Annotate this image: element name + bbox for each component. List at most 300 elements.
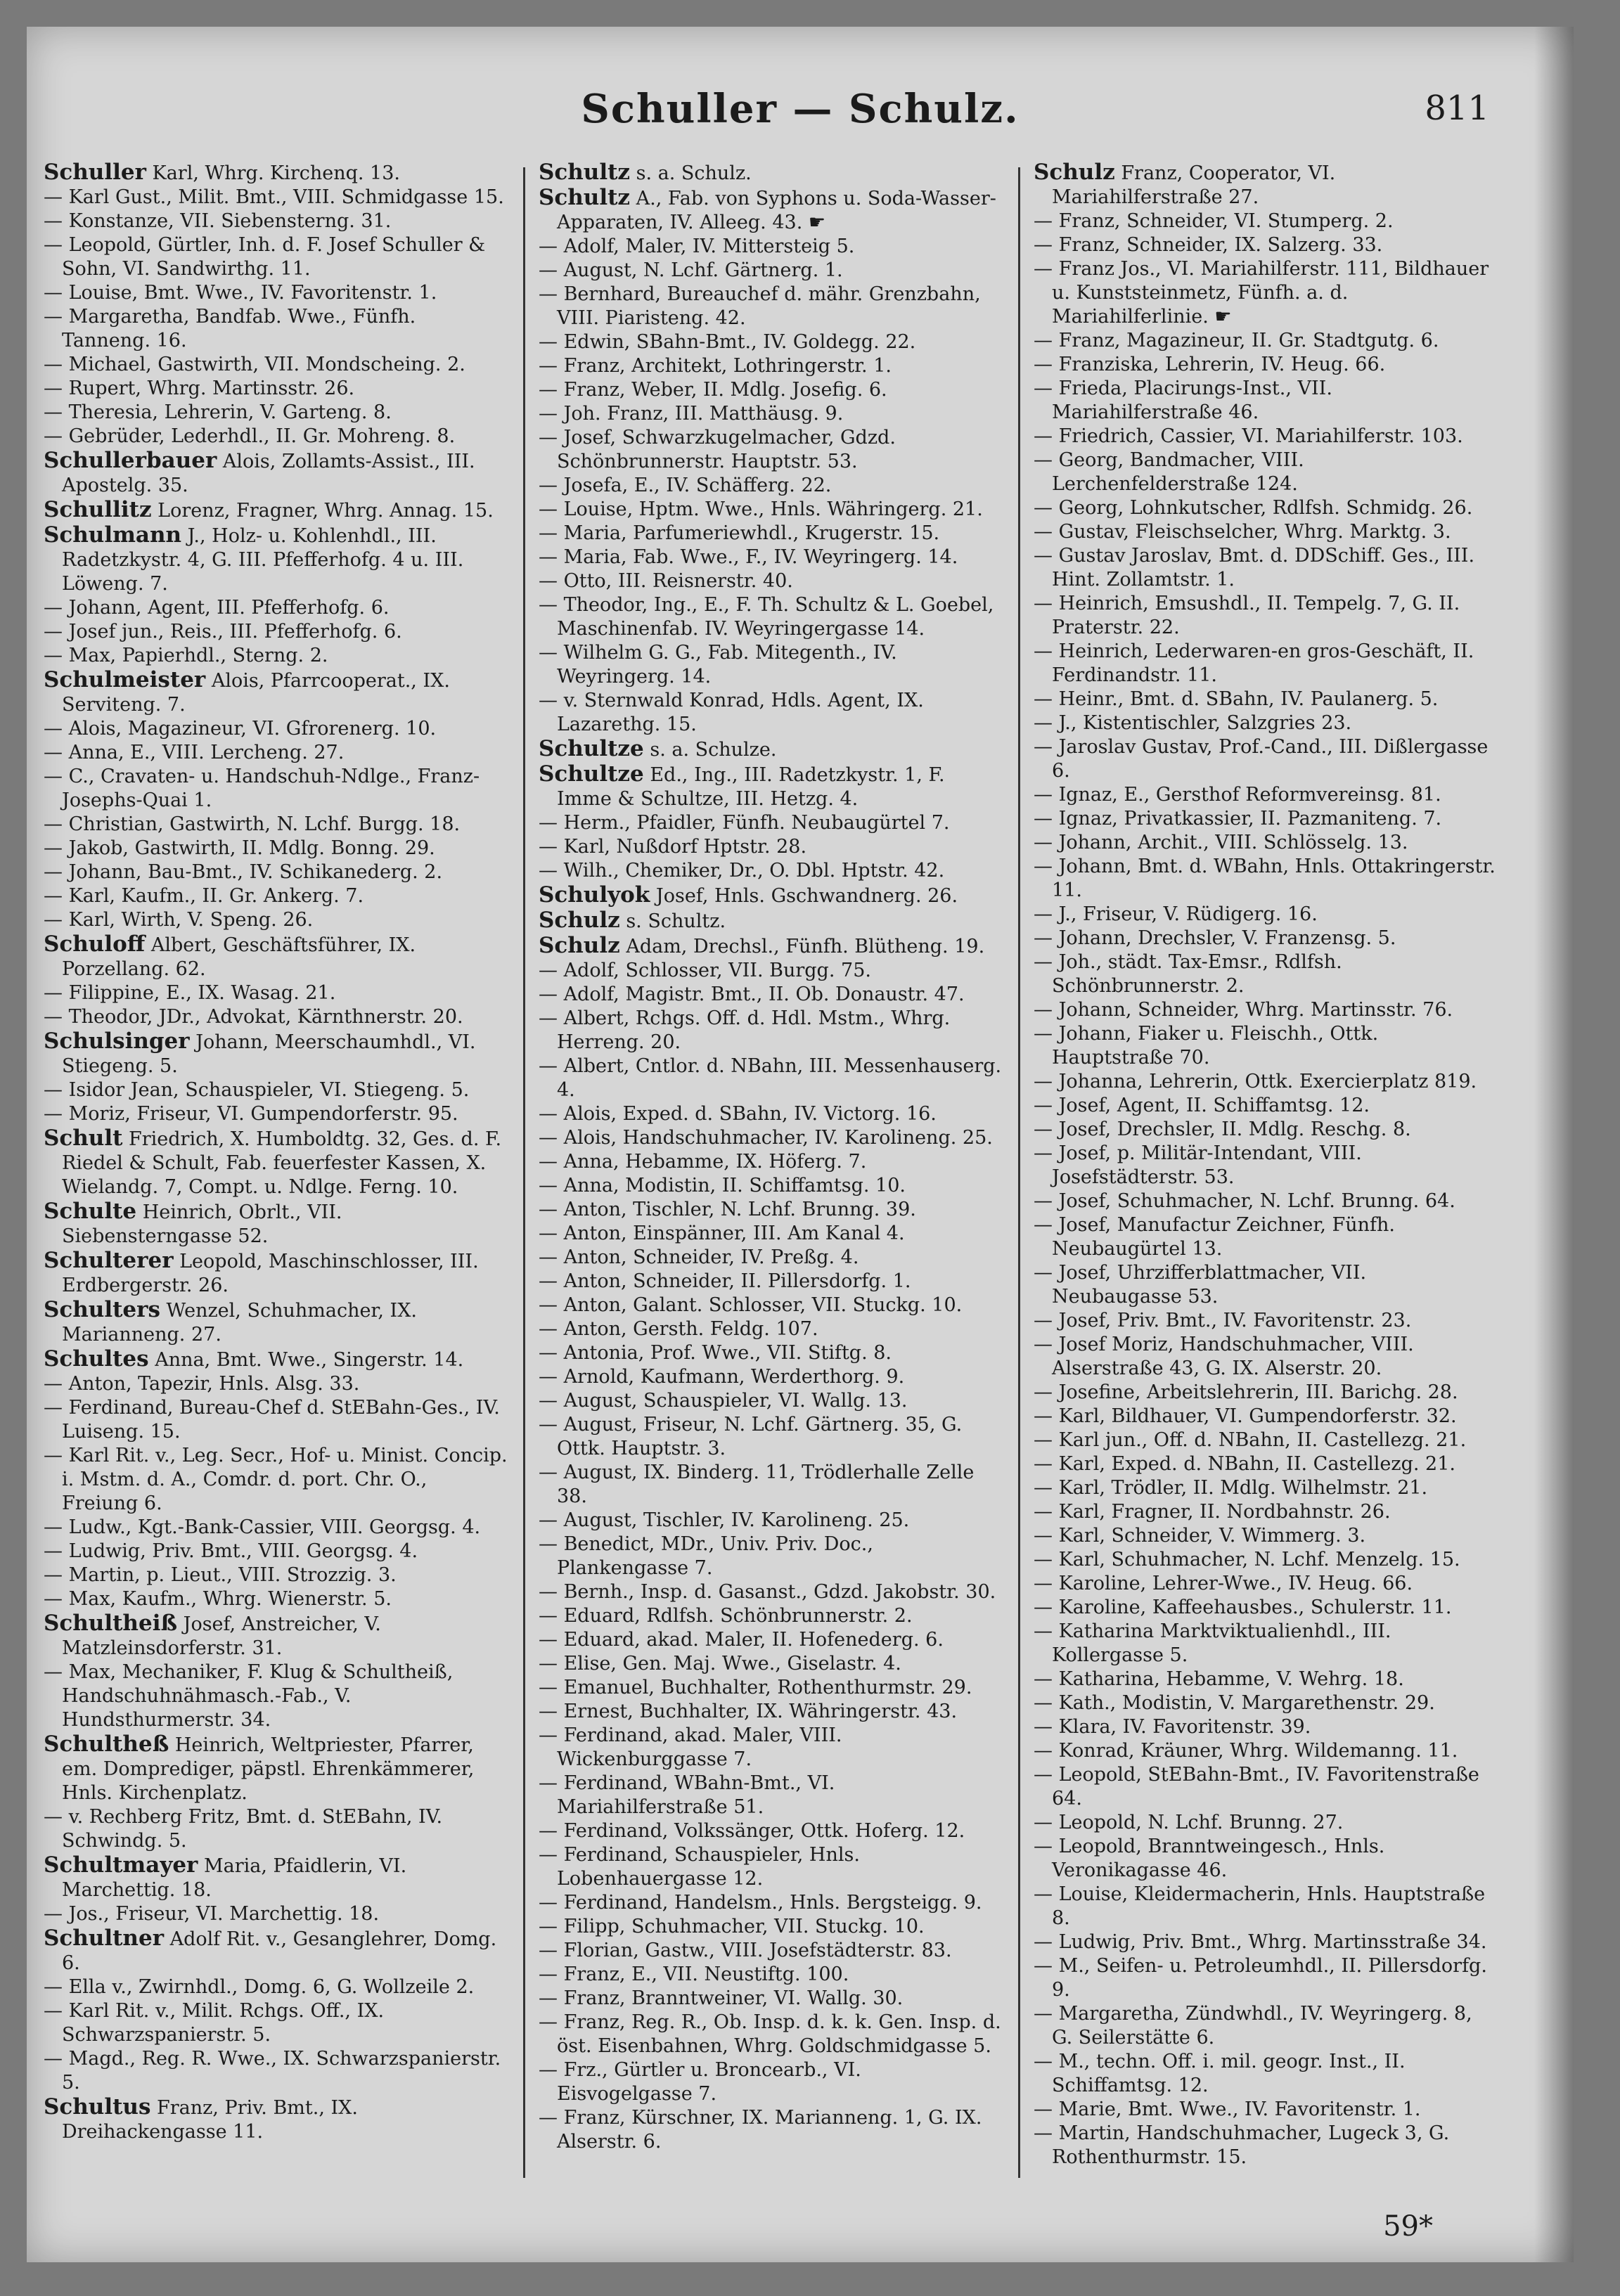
entry-text: — Friedrich, Cassier, VI. Mariahilferstr. 103. bbox=[1034, 425, 1463, 447]
directory-entry bbox=[539, 1341, 1003, 1365]
column-1 bbox=[44, 160, 508, 2199]
directory-entry bbox=[539, 426, 1003, 474]
entry-text: — Katharina Marktviktualienhdl., III. Kollergasse 5. bbox=[1034, 1620, 1391, 1666]
directory-entry bbox=[539, 1939, 1003, 1963]
directory-entry bbox=[44, 377, 508, 401]
entry-text: — Alois, Exped. d. SBahn, IV. Victorg. 16. bbox=[539, 1103, 937, 1125]
directory-entry bbox=[1034, 1596, 1498, 1620]
directory-entry bbox=[1034, 1572, 1498, 1596]
directory-entry bbox=[539, 959, 1003, 983]
directory-entry bbox=[539, 474, 1003, 498]
entry-text: — August, IX. Binderg. 11, Trödlerhalle Zelle 38. bbox=[539, 1462, 975, 1507]
entry-text: — Karl, Trödler, II. Mdlg. Wilhelmstr. 21. bbox=[1034, 1477, 1428, 1499]
entry-surname: Schultheiß bbox=[44, 1611, 178, 1636]
entry-text: — v. Rechberg Fritz, Bmt. d. StEBahn, IV. Schwindg. 5. bbox=[44, 1806, 443, 1852]
directory-entry bbox=[539, 522, 1003, 546]
directory-entry bbox=[44, 1347, 508, 1372]
entry-text: — Rupert, Whrg. Martinsstr. 26. bbox=[44, 378, 355, 399]
entry-text: — Josef, Agent, II. Schiffamtsg. 12. bbox=[1034, 1095, 1370, 1116]
directory-entry bbox=[44, 1005, 508, 1029]
entry-text: — Konstanze, VII. Siebensterng. 31. bbox=[44, 210, 392, 232]
entry-text: — M., techn. Off. i. mil. geogr. Inst., II. Schiffamtsg. 12. bbox=[1034, 2051, 1406, 2096]
page-title: Schuller — Schulz. bbox=[581, 86, 1020, 132]
directory-entry bbox=[44, 1126, 508, 1199]
directory-entry bbox=[44, 741, 508, 765]
entry-surname: Schulte bbox=[44, 1199, 137, 1224]
directory-entry bbox=[539, 1174, 1003, 1198]
entry-text: — Ella v., Zwirnhdl., Domg. 6, G. Wollzeile 2. bbox=[44, 1976, 475, 1998]
directory-entry bbox=[539, 1676, 1003, 1700]
entry-text: — Ferdinand, Volkssänger, Ottk. Hoferg. 12. bbox=[539, 1820, 965, 1842]
entry-text: — Leopold, N. Lchf. Brunng. 27. bbox=[1034, 1812, 1344, 1833]
directory-entry bbox=[1034, 1930, 1498, 1954]
directory-entry bbox=[1034, 688, 1498, 711]
entry-text: — Ernest, Buchhalter, IX. Währingerstr. 43. bbox=[539, 1701, 958, 1722]
entry-text: Ed., Ing., III. Radetzkystr. 1, F. Imme & Schultze, III. Hetzg. 4. bbox=[557, 764, 945, 810]
entry-text: — Leopold, Branntweingesch., Hnls. Veronikagasse 46. bbox=[1034, 1836, 1385, 1881]
entry-surname: Schulmann bbox=[44, 522, 182, 548]
entry-text: — Ferdinand, Handelsm., Hnls. Bergsteigg. 9. bbox=[539, 1892, 982, 1914]
entry-text: — Arnold, Kaufmann, Werderthorg. 9. bbox=[539, 1366, 905, 1388]
directory-entry bbox=[539, 402, 1003, 426]
entry-surname: Schultheß bbox=[44, 1731, 169, 1757]
directory-entry bbox=[539, 1270, 1003, 1294]
entry-text: — Albert, Cntlor. d. NBahn, III. Messenhauserg. 4. bbox=[539, 1055, 1002, 1101]
directory-entry bbox=[539, 1365, 1003, 1389]
entry-text: — Jaroslav Gustav, Prof.-Cand., III. Dißlergasse 6. bbox=[1034, 736, 1489, 782]
entry-surname: Schultmayer bbox=[44, 1852, 198, 1878]
directory-entry bbox=[44, 449, 508, 498]
directory-entry bbox=[539, 1198, 1003, 1222]
entry-text: — M., Seifen- u. Petroleumhdl., II. Pillersdorfg. 9. bbox=[1034, 1955, 1487, 2001]
directory-entry bbox=[1034, 1094, 1498, 1118]
entry-text: Karl, Whrg. Kirchenq. 13. bbox=[146, 162, 400, 184]
entry-text: — Franz, Branntweiner, VI. Wallg. 30. bbox=[539, 1987, 904, 2009]
entry-text: — Anton, Tischler, N. Lchf. Brunng. 39. bbox=[539, 1199, 916, 1220]
entry-text: Adolf Rit. v., Gesanglehrer, Domg. 6. bbox=[62, 1928, 497, 1974]
directory-entry bbox=[539, 835, 1003, 859]
directory-entry bbox=[539, 1317, 1003, 1341]
entry-text: — Franz Jos., VI. Mariahilferstr. 111, Bildhauer u. Kunststeinmetz, Fünfh. a. d. Mariahilferlinie. ☛ bbox=[1034, 258, 1489, 328]
entry-text: — Adolf, Magistr. Bmt., II. Ob. Donaustr. 47. bbox=[539, 983, 965, 1005]
directory-entry bbox=[539, 1055, 1003, 1102]
directory-entry bbox=[539, 1413, 1003, 1461]
entry-text: — J., Friseur, V. Rüdigerg. 16. bbox=[1034, 903, 1318, 925]
directory-entry bbox=[1034, 1381, 1498, 1405]
column-divider bbox=[1018, 167, 1020, 2178]
directory-entry bbox=[539, 593, 1003, 641]
directory-entry bbox=[1034, 1309, 1498, 1333]
entry-text: — Michael, Gastwirth, VII. Mondscheing. 2. bbox=[44, 354, 465, 375]
entry-text: — Bernhard, Bureauchef d. mähr. Grenzbahn, VIII. Piaristeng. 42. bbox=[539, 283, 981, 329]
directory-entry bbox=[539, 737, 1003, 762]
entry-surname: Schulz bbox=[539, 908, 620, 933]
directory-entry bbox=[539, 1580, 1003, 1604]
entry-text: — Kath., Modistin, V. Margarethenstr. 29. bbox=[1034, 1692, 1435, 1714]
directory-entry bbox=[1034, 2098, 1498, 2122]
directory-entry bbox=[44, 1732, 508, 1805]
entry-text: — Alois, Handschuhmacher, IV. Karolineng. 25. bbox=[539, 1127, 993, 1149]
entry-surname: Schultze bbox=[539, 761, 644, 787]
directory-entry bbox=[539, 1294, 1003, 1317]
entry-text: — Filipp, Schuhmacher, VII. Stuckg. 10. bbox=[539, 1916, 925, 1937]
directory-entry bbox=[539, 934, 1003, 959]
directory-entry bbox=[44, 160, 508, 186]
directory-entry bbox=[539, 354, 1003, 378]
directory-entry bbox=[1034, 855, 1498, 903]
entry-text: — Ignaz, Privatkassier, II. Pazmaniteng. 7. bbox=[1034, 808, 1442, 830]
entry-text: — Anton, Galant. Schlosser, VII. Stuckg. 10. bbox=[539, 1294, 963, 1316]
entry-surname: Schuller bbox=[44, 160, 146, 185]
directory-entry bbox=[539, 859, 1003, 883]
directory-entry bbox=[1034, 1022, 1498, 1070]
directory-entry bbox=[1034, 544, 1498, 592]
directory-entry bbox=[44, 1975, 508, 1999]
entry-text: — Karoline, Kaffeehausbes., Schulerstr. 11. bbox=[1034, 1597, 1452, 1618]
directory-entry bbox=[44, 233, 508, 281]
entry-text: — Franz, Architekt, Lothringerstr. 1. bbox=[539, 355, 892, 377]
entry-text: — Johann, Agent, III. Pfefferhofg. 6. bbox=[44, 597, 390, 619]
entry-text: — Heinrich, Lederwaren-en gros-Geschäft, II. Ferdinandstr. 11. bbox=[1034, 640, 1474, 686]
directory-entry bbox=[44, 401, 508, 425]
directory-entry bbox=[539, 186, 1003, 235]
entry-surname: Schulters bbox=[44, 1297, 160, 1322]
directory-entry bbox=[539, 378, 1003, 402]
directory-entry bbox=[539, 983, 1003, 1007]
entry-text: — Karl Rit. v., Leg. Secr., Hof- u. Minist. Concip. i. Mstm. d. A., Comdr. d. port. Chr. O., Freiung 6. bbox=[44, 1445, 508, 1514]
directory-entry bbox=[44, 644, 508, 668]
entry-text: — Louise, Kleidermacherin, Hnls. Hauptstraße 8. bbox=[1034, 1883, 1486, 1929]
entry-text: Wenzel, Schuhmacher, IX. Marianneng. 27. bbox=[62, 1300, 418, 1346]
entry-text: — August, Tischler, IV. Karolineng. 25. bbox=[539, 1509, 910, 1531]
entry-text: — August, Schauspieler, VI. Wallg. 13. bbox=[539, 1390, 908, 1412]
entry-text: — Adolf, Schlosser, VII. Burgg. 75. bbox=[539, 960, 871, 981]
directory-entry bbox=[44, 1372, 508, 1396]
entry-text: — Klara, IV. Favoritenstr. 39. bbox=[1034, 1716, 1311, 1738]
entry-text: — Maria, Parfumeriewhdl., Krugerstr. 15. bbox=[539, 522, 940, 544]
entry-text: Anna, Bmt. Wwe., Singerstr. 14. bbox=[148, 1349, 464, 1371]
directory-entry bbox=[539, 689, 1003, 737]
directory-entry bbox=[1034, 160, 1498, 209]
directory-entry bbox=[44, 813, 508, 837]
entry-text: — Josef jun., Reis., III. Pfefferhofg. 6. bbox=[44, 621, 402, 643]
directory-entry bbox=[1034, 1452, 1498, 1476]
directory-entry bbox=[44, 353, 508, 377]
entry-text: — Eduard, Rdlfsh. Schönbrunnerstr. 2. bbox=[539, 1605, 913, 1627]
entry-text: — Karl jun., Off. d. NBahn, II. Castellezg. 21. bbox=[1034, 1429, 1467, 1451]
entry-text: — Karl, Nußdorf Hptstr. 28. bbox=[539, 836, 807, 858]
directory-entry bbox=[539, 1509, 1003, 1533]
entry-text: s. a. Schulz. bbox=[630, 162, 752, 184]
entry-text: — Karl, Bildhauer, VI. Gumpendorferstr. 32. bbox=[1034, 1405, 1457, 1427]
entry-text: J., Holz- u. Kohlenhdl., III. Radetzkystr. 4, G. III. Pfefferhofg. 4 u. III. Löweng. 7. bbox=[62, 525, 464, 595]
column-divider bbox=[523, 167, 525, 2178]
entry-text: — Leopold, StEBahn-Bmt., IV. Favoritenstraße 64. bbox=[1034, 1764, 1479, 1810]
entry-text: — Josef, Manufactur Zeichner, Fünfh. Neubaugürtel 13. bbox=[1034, 1214, 1395, 1260]
entry-surname: Schulterer bbox=[44, 1248, 174, 1273]
entry-text: — Franz, Schneider, IX. Salzerg. 33. bbox=[1034, 234, 1383, 256]
directory-entry bbox=[1034, 1620, 1498, 1668]
directory-entry bbox=[44, 620, 508, 644]
entry-text: Franz, Cooperator, VI. Mariahilferstraße 27. bbox=[1052, 162, 1336, 208]
directory-entry bbox=[1034, 233, 1498, 257]
page-header bbox=[27, 86, 1574, 142]
page-edge-shadow bbox=[1534, 27, 1574, 2262]
entry-text: — Franz, Magazineur, II. Gr. Stadtgutg. 6. bbox=[1034, 330, 1439, 352]
entry-surname: Schullitz bbox=[44, 497, 152, 522]
directory-entry bbox=[1034, 831, 1498, 855]
entry-text: — Ignaz, E., Gersthof Reformvereinsg. 81. bbox=[1034, 784, 1441, 806]
entry-text: — Albert, Rchgs. Off. d. Hdl. Mstm., Whrg. Herreng. 20. bbox=[539, 1007, 951, 1053]
directory-entry bbox=[539, 1222, 1003, 1246]
directory-entry bbox=[44, 2047, 508, 2095]
entry-text: — Josef, Schuhmacher, N. Lchf. Brunng. 64. bbox=[1034, 1190, 1455, 1212]
directory-entry bbox=[1034, 1476, 1498, 1500]
entry-text: — Anton, Gersth. Feldg. 107. bbox=[539, 1318, 818, 1340]
directory-entry bbox=[44, 1999, 508, 2047]
directory-entry bbox=[1034, 927, 1498, 950]
directory-entry bbox=[539, 1963, 1003, 1987]
entry-surname: Schulyok bbox=[539, 882, 650, 908]
directory-entry bbox=[539, 1700, 1003, 1724]
entry-text: — Margaretha, Bandfab. Wwe., Fünfh. Tanneng. 16. bbox=[44, 306, 416, 352]
entry-text: — Karl, Exped. d. NBahn, II. Castellezg. 21. bbox=[1034, 1453, 1455, 1475]
entry-text: — Karl Gust., Milit. Bmt., VIII. Schmidgasse 15. bbox=[44, 186, 504, 208]
directory-entry bbox=[1034, 903, 1498, 927]
directory-entry bbox=[1034, 1548, 1498, 1572]
entry-text: Josef, Anstreicher, V. Matzleinsdorferstr. 31. bbox=[62, 1613, 381, 1659]
entry-text: — Wilhelm G. G., Fab. Mitegenth., IV. Weyringerg. 14. bbox=[539, 642, 897, 688]
directory-entry bbox=[1034, 1142, 1498, 1189]
entry-text: — Georg, Bandmacher, VIII. Lerchenfelderstraße 124. bbox=[1034, 449, 1304, 495]
entry-text: — Antonia, Prof. Wwe., VII. Stiftg. 8. bbox=[539, 1342, 892, 1364]
directory-entry bbox=[44, 668, 508, 717]
directory-entry bbox=[539, 1772, 1003, 1819]
entry-text: Lorenz, Fragner, Whrg. Annag. 15. bbox=[151, 500, 494, 522]
directory-entry bbox=[44, 765, 508, 813]
directory-entry bbox=[539, 1843, 1003, 1891]
directory-entry bbox=[1034, 1835, 1498, 1883]
entry-surname: Schultz bbox=[539, 160, 631, 185]
directory-entry bbox=[539, 811, 1003, 835]
entry-text: — Joh., städt. Tax-Emsr., Rdlfsh. Schönbrunnerstr. 2. bbox=[1034, 951, 1342, 997]
entry-text: — Karl, Kaufm., II. Gr. Ankerg. 7. bbox=[44, 885, 364, 907]
directory-entry bbox=[1034, 329, 1498, 353]
entry-text: A., Fab. von Syphons u. Soda-Wasser-Apparaten, IV. Alleeg. 43. ☛ bbox=[557, 188, 996, 233]
directory-entry bbox=[1034, 1405, 1498, 1428]
entry-text: — Benedict, MDr., Univ. Priv. Doc., Plankengasse 7. bbox=[539, 1533, 873, 1579]
entry-text: — Karoline, Lehrer-Wwe., IV. Heug. 66. bbox=[1034, 1573, 1413, 1594]
directory-entry bbox=[1034, 257, 1498, 329]
entry-text: — Franz, Weber, II. Mdlg. Josefig. 6. bbox=[539, 379, 887, 401]
directory-entry bbox=[539, 1915, 1003, 1939]
entry-text: — Karl, Wirth, V. Speng. 26. bbox=[44, 909, 314, 931]
entry-text: — Johann, Archit., VIII. Schlösselg. 13. bbox=[1034, 832, 1408, 853]
entry-text: Alois, Zollamts-Assist., III. Apostelg. 35. bbox=[62, 451, 475, 496]
directory-page bbox=[27, 27, 1574, 2262]
entry-text: — Filippine, E., IX. Wasag. 21. bbox=[44, 982, 336, 1004]
directory-entry bbox=[1034, 1213, 1498, 1261]
entry-text: — Johann, Bmt. d. WBahn, Hnls. Ottakringerstr. 11. bbox=[1034, 856, 1496, 901]
directory-entry bbox=[1034, 449, 1498, 496]
directory-entry bbox=[44, 305, 508, 353]
entry-text: — Louise, Bmt. Wwe., IV. Favoritenstr. 1. bbox=[44, 282, 437, 304]
entry-text: — Karl Rit. v., Milit. Rchgs. Off., IX. Schwarzspanierstr. 5. bbox=[44, 2000, 385, 2046]
entry-text: — Franz, E., VII. Neustiftg. 100. bbox=[539, 1963, 849, 1985]
directory-entry bbox=[44, 1563, 508, 1587]
directory-entry bbox=[44, 498, 508, 523]
entry-text: — Max, Kaufm., Whrg. Wienerstr. 5. bbox=[44, 1588, 392, 1610]
entry-text: — Wilh., Chemiker, Dr., O. Dbl. Hptstr. 42. bbox=[539, 860, 945, 882]
entry-text: — Ferdinand, WBahn-Bmt., VI. Mariahilferstraße 51. bbox=[539, 1772, 835, 1818]
entry-text: — Johann, Fiaker u. Fleischh., Ottk. Hauptstraße 70. bbox=[1034, 1023, 1379, 1069]
directory-entry bbox=[44, 1029, 508, 1078]
entry-text: Alois, Pfarrcooperat., IX. Serviteng. 7. bbox=[62, 670, 450, 716]
entry-text: — Otto, III. Reisnerstr. 40. bbox=[539, 570, 793, 592]
entry-text: — Theresia, Lehrerin, V. Garteng. 8. bbox=[44, 401, 392, 423]
entry-text: — Josefine, Arbeitslehrerin, III. Barichg. 28. bbox=[1034, 1381, 1458, 1403]
directory-entry bbox=[539, 160, 1003, 186]
entry-text: — Georg, Lohnkutscher, Rdlfsh. Schmidg. 26. bbox=[1034, 497, 1473, 519]
entry-surname: Schultes bbox=[44, 1346, 149, 1372]
entry-text: — Josef, Uhrzifferblattmacher, VII. Neubaugasse 53. bbox=[1034, 1262, 1367, 1308]
entry-text: s. a. Schulze. bbox=[643, 739, 777, 761]
directory-entry bbox=[539, 762, 1003, 811]
entry-text: — Ferdinand, Schauspieler, Hnls. Lobenhauergasse 12. bbox=[539, 1844, 860, 1890]
directory-entry bbox=[539, 1987, 1003, 2011]
page-number: 811 bbox=[1425, 89, 1489, 128]
entry-surname: Schulmeister bbox=[44, 667, 206, 692]
directory-entry bbox=[539, 1652, 1003, 1676]
directory-entry bbox=[539, 1819, 1003, 1843]
directory-entry bbox=[539, 2011, 1003, 2058]
directory-entry bbox=[44, 1102, 508, 1126]
directory-entry bbox=[539, 1150, 1003, 1174]
directory-entry bbox=[44, 1660, 508, 1732]
entry-text: — Martin, p. Lieut., VIII. Strozzig. 3. bbox=[44, 1564, 397, 1586]
entry-text: — Franziska, Lehrerin, IV. Heug. 66. bbox=[1034, 354, 1386, 375]
entry-text: Maria, Pfaidlerin, VI. Marchettig. 18. bbox=[62, 1855, 407, 1901]
entry-text: — Ferdinand, Bureau-Chef d. StEBahn-Ges., IV. Luiseng. 15. bbox=[44, 1397, 500, 1443]
entry-text: — Franz, Kürschner, IX. Marianneng. 1, G. IX. Alserstr. 6. bbox=[539, 2107, 982, 2153]
entry-text: — Christian, Gastwirth, N. Lchf. Burgg. 18. bbox=[44, 813, 461, 835]
directory-entry bbox=[539, 259, 1003, 283]
signature-mark: 59* bbox=[1383, 2210, 1433, 2243]
directory-entry bbox=[539, 1533, 1003, 1580]
directory-entry bbox=[1034, 950, 1498, 998]
directory-entry bbox=[44, 281, 508, 305]
entry-text: — Franz, Schneider, VI. Stumperg. 2. bbox=[1034, 210, 1394, 232]
directory-entry bbox=[539, 2106, 1003, 2154]
directory-entry bbox=[1034, 592, 1498, 640]
entry-text: — Johanna, Lehrerin, Ottk. Exercierplatz 819. bbox=[1034, 1071, 1477, 1092]
directory-entry bbox=[539, 546, 1003, 569]
entry-text: — Josef, Schwarzkugelmacher, Gdzd. Schönbrunnerstr. Hauptstr. 53. bbox=[539, 427, 896, 472]
directory-entry bbox=[1034, 783, 1498, 807]
entry-text: — Josef, Priv. Bmt., IV. Favoritenstr. 23. bbox=[1034, 1310, 1412, 1331]
directory-entry bbox=[44, 1926, 508, 1975]
entry-surname: Schulz bbox=[539, 933, 620, 958]
entry-text: — Jos., Friseur, VI. Marchettig. 18. bbox=[44, 1903, 380, 1925]
column-3 bbox=[1034, 160, 1498, 2199]
directory-entry bbox=[1034, 1691, 1498, 1715]
entry-text: — Ludwig, Priv. Bmt., VIII. Georgsg. 4. bbox=[44, 1540, 418, 1562]
directory-entry bbox=[44, 1902, 508, 1926]
entry-text: — v. Sternwald Konrad, Hdls. Agent, IX. Lazarethg. 15. bbox=[539, 690, 924, 735]
entry-text: — Florian, Gastw., VIII. Josefstädterstr. 83. bbox=[539, 1940, 952, 1961]
entry-text: — August, N. Lchf. Gärtnerg. 1. bbox=[539, 259, 843, 281]
entry-text: Adam, Drechsl., Fünfh. Blütheng. 19. bbox=[619, 936, 985, 957]
entry-text: Heinrich, Weltpriester, Pfarrer, em. Domprediger, päpstl. Ehrenkämmerer, Hnls. Kirchenplatz. bbox=[62, 1734, 475, 1804]
entry-text: — Emanuel, Buchhalter, Rothenthurmstr. 29. bbox=[539, 1677, 972, 1698]
entry-text: — Frieda, Placirungs-Inst., VII. Mariahilferstraße 46. bbox=[1034, 378, 1332, 423]
directory-entry bbox=[1034, 2002, 1498, 2050]
directory-entry bbox=[44, 596, 508, 620]
entry-surname: Schult bbox=[44, 1126, 123, 1151]
directory-entry bbox=[539, 908, 1003, 934]
entry-surname: Schultz bbox=[539, 185, 631, 210]
entry-surname: Schulz bbox=[1034, 160, 1115, 185]
directory-entry bbox=[44, 908, 508, 932]
entry-text: — Johann, Bau-Bmt., IV. Schikanederg. 2. bbox=[44, 861, 443, 883]
directory-entry bbox=[44, 186, 508, 209]
directory-entry bbox=[44, 1396, 508, 1444]
entry-text: Leopold, Maschinschlosser, III. Erdbergerstr. 26. bbox=[62, 1251, 479, 1296]
directory-entry bbox=[44, 717, 508, 741]
directory-entry bbox=[539, 1628, 1003, 1652]
directory-entry bbox=[1034, 1811, 1498, 1835]
entry-text: Friedrich, X. Humboldtg. 32, Ges. d. F. Riedel & Schult, Fab. feuerfester Kassen, X. Wielandg. 7, Compt. u. Ndlge. Ferng. 10. bbox=[62, 1128, 502, 1198]
entry-text: — Alois, Magazineur, VI. Gfrorenerg. 10. bbox=[44, 718, 437, 740]
entry-text: — Max, Mechaniker, F. Klug & Schultheiß, Handschuhnähmasch.-Fab., V. Hundsthurmerstr. 34. bbox=[44, 1661, 454, 1731]
entry-text: — Heinr., Bmt. d. SBahn, IV. Paulanerg. 5. bbox=[1034, 688, 1439, 710]
entry-text: Johann, Meerschaumhdl., VI. Stiegeng. 5. bbox=[62, 1031, 476, 1077]
directory-entry bbox=[1034, 1189, 1498, 1213]
directory-entry bbox=[44, 981, 508, 1005]
entry-surname: Schulsinger bbox=[44, 1028, 190, 1054]
directory-entry bbox=[539, 641, 1003, 689]
directory-entry bbox=[539, 1724, 1003, 1772]
entry-text: — Margaretha, Zündwhdl., IV. Weyringerg. 8, G. Seilerstätte 6. bbox=[1034, 2003, 1472, 2049]
directory-entry bbox=[539, 283, 1003, 330]
directory-entry bbox=[44, 2095, 508, 2144]
entry-text: — Anna, Hebamme, IX. Höferg. 7. bbox=[539, 1151, 867, 1173]
entry-text: — Theodor, JDr., Advokat, Kärnthnerstr. 20. bbox=[44, 1006, 463, 1028]
directory-entry bbox=[1034, 1070, 1498, 1094]
entry-text: Franz, Priv. Bmt., IX. Dreihackengasse 11. bbox=[62, 2097, 358, 2143]
directory-entry bbox=[539, 1102, 1003, 1126]
entry-text: — Ferdinand, akad. Maler, VIII. Wickenburggasse 7. bbox=[539, 1724, 842, 1770]
directory-entry bbox=[539, 1461, 1003, 1509]
entry-text: — Josef, p. Militär-Intendant, VIII. Josefstädterstr. 53. bbox=[1034, 1142, 1362, 1188]
directory-entry bbox=[1034, 353, 1498, 377]
directory-entry bbox=[1034, 1118, 1498, 1142]
entry-surname: Schuloff bbox=[44, 931, 146, 957]
directory-columns bbox=[44, 160, 1496, 2199]
entry-text: — Marie, Bmt. Wwe., IV. Favoritenstr. 1. bbox=[1034, 2098, 1421, 2120]
directory-entry bbox=[44, 1199, 508, 1249]
directory-entry bbox=[1034, 1428, 1498, 1452]
entry-text: — Johann, Schneider, Whrg. Martinsstr. 76. bbox=[1034, 999, 1453, 1021]
directory-entry bbox=[539, 1891, 1003, 1915]
entry-text: — Louise, Hptm. Wwe., Hnls. Währingerg. 21. bbox=[539, 498, 983, 520]
entry-text: — Adolf, Maler, IV. Mittersteig 5. bbox=[539, 236, 855, 257]
entry-surname: Schultner bbox=[44, 1926, 165, 1951]
entry-text: — C., Cravaten- u. Handschuh-Ndlge., Franz-Josephs-Quai 1. bbox=[44, 766, 480, 811]
directory-entry bbox=[1034, 209, 1498, 233]
entry-text: — Gustav, Fleischselcher, Whrg. Marktg. 3. bbox=[1034, 521, 1451, 543]
entry-text: — Anna, Modistin, II. Schiffamtsg. 10. bbox=[539, 1175, 906, 1197]
